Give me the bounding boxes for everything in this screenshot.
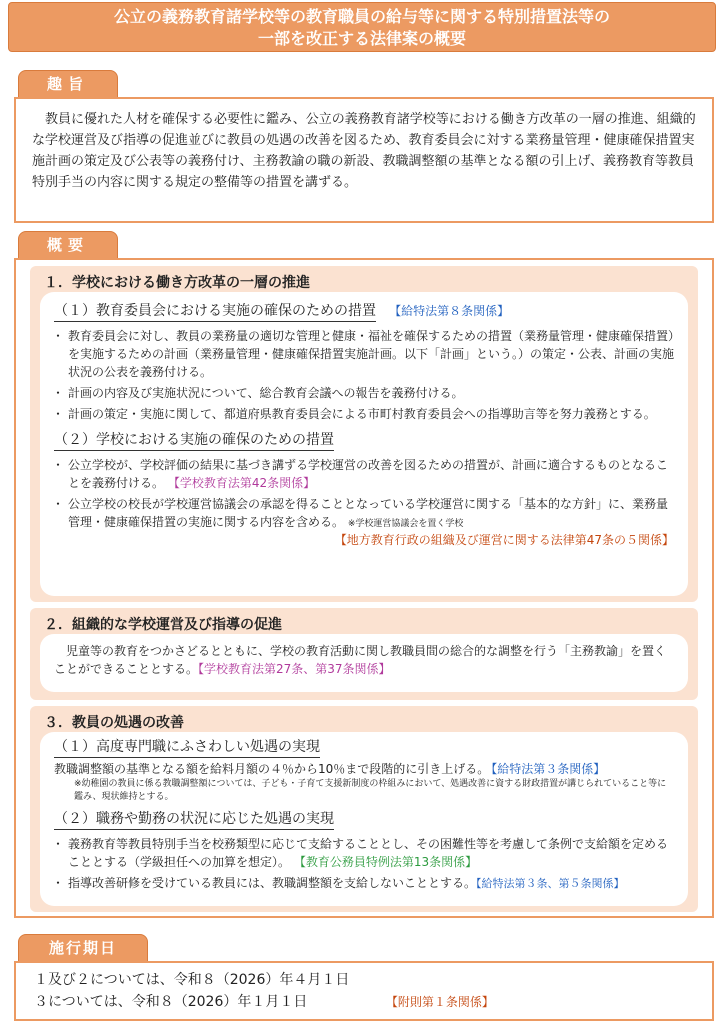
- s1-sub2-bullet-1-text: 公立学校が、学校評価の結果に基づき講ずる学校運営の改善を図るための措置が、計画に適合するものとなることを義務付ける。: [68, 458, 669, 490]
- shiko-line-2-row: [16, 991, 712, 1013]
- s3-sub1-text: 教職調整額の基準となる額を給料月額の４％から10％まで段階的に引き上げる。: [54, 762, 490, 776]
- shumi-tag: 趣旨: [18, 70, 118, 98]
- shumi-box: [14, 97, 714, 223]
- s3-sub2-bullet-1: [40, 835, 678, 871]
- s1-sub1-ref: 【給特法第８条関係】: [389, 304, 510, 318]
- s3-sub2-bullet-2-text: 指導改善研修を受けている教員には、教職調整額を支給しないこととする。: [68, 876, 477, 890]
- s3-sub1-ref: 【給特法第３条関係】: [491, 762, 606, 776]
- s1-sub1-bullet-3: ・ 計画の策定・実施に関して、都道府県教育委員会による市町村教育委員会への指導助言等を努力義務とする。: [40, 405, 678, 423]
- s1-sub1-title: （１）教育委員会における実施の確保のための措置: [54, 300, 376, 322]
- s1-sub1-bullet-2: ・ 計画の内容及び実施状況について、総合教育会議への報告を義務付ける。: [40, 384, 678, 402]
- shiko-ref: 【附則第１条関係】: [385, 995, 494, 1009]
- shumi-text: 教員に優れた人材を確保する必要性に鑑み、公立の義務教育諸学校等における働き方改革の一層の推進、組織的な学校運営及び指導の促進並びに教員の処遇の改善を図るため、教育委員会に対する業務量管理・健康確保措置実施計画の策定及び公表等の義務付け、主務教諭の職の新設、教職調整額の基準となる額の引上げ、義務教育等教員特別手当の内容に関する規定の整備等の措置を講ずる。: [32, 112, 696, 190]
- shiko-line-2: ３については、令和８（2026）年１月１日: [34, 994, 308, 1010]
- s3-sub1-note: ※幼稚園の教員に係る教職調整額については、子ども・子育て支援新制度の枠組みにおいて、処遇改善に資する財政措置が講じられていること等に鑑み、現状維持とする。: [74, 779, 667, 802]
- section-2-heading: ２．組織的な学校運営及び指導の促進: [44, 617, 282, 633]
- title-line-1: 公立の義務教育諸学校等の教育職員の給与等に関する特別措置法等の: [113, 7, 610, 26]
- shiko-tag: 施行期日: [18, 934, 148, 962]
- s1-sub2-bullet-2-note: ※学校運営協議会を置く学校: [347, 519, 464, 529]
- s1-sub2-bullet-2-ref: 【地方教育行政の組織及び運営に関する法律第47条の５関係】: [334, 533, 674, 547]
- section-2-inner: [40, 634, 688, 692]
- section-3-heading: ３．教員の処遇の改善: [44, 715, 184, 731]
- s3-sub1-line: [40, 760, 688, 778]
- section-1-heading: １．学校における働き方改革の一層の推進: [44, 275, 310, 291]
- s3-sub2-bullet-1-ref: 【教育公務員特例法第13条関係】: [293, 855, 478, 869]
- s3-sub2-bullet-1-text: 義務教育等教員特別手当を校務類型に応じて支給することとし、その困難性等を考慮して条例で支給額を定めることとする（学級担任への加算を想定）。: [68, 837, 669, 869]
- s1-sub2-bullet-2: [40, 495, 678, 531]
- s2-ref: 【学校教育法第27条、第37条関係】: [198, 662, 391, 676]
- shiko-line-1: １及び２については、令和８（2026）年４月１日: [34, 972, 350, 988]
- section-1-inner: [40, 292, 688, 596]
- shiko-box: [14, 961, 714, 1021]
- s1-sub2-bullet-1-ref: 【学校教育法第42条関係】: [167, 476, 316, 490]
- s2-text: 児童等の教育をつかさどるとともに、学校の教育活動に関し教職員間の総合的な調整を行う「主務教諭」を置くことができることとする。: [54, 644, 667, 676]
- document-title: [8, 2, 716, 52]
- s2-paragraph: [40, 634, 688, 678]
- s3-sub2-title: （２）職務や勤務の状況に応じた処遇の実現: [54, 808, 334, 830]
- section-3-inner: [40, 732, 688, 906]
- s3-sub2-bullet-2: [40, 874, 678, 893]
- title-line-2: 一部を改正する法律案の概要: [257, 29, 466, 48]
- s1-sub1-bullet-1: ・ 教育委員会に対し、教員の業務量の適切な管理と健康・福祉を確保するための措置（業務量管理・健康確保措置）を実施するための計画（業務量管理・健康確保措置実施計画。以下「計画」という。）の策定・公表、計画の実施状況の公表を義務付ける。: [40, 327, 678, 381]
- gaiyo-tag: 概要: [18, 231, 118, 259]
- s3-sub1-title: （１）高度専門職にふさわしい処遇の実現: [54, 736, 320, 758]
- s1-sub2-bullet-1: [40, 456, 678, 492]
- s1-sub2-bullet-2-text: 公立学校の校長が学校運営協議会の承認を得ることとなっている学校運営に関する「基本的な方針」に、業務量管理・健康確保措置の実施に関する内容を含める。: [68, 497, 669, 529]
- s3-sub2-bullet-2-ref: 【給特法第３条、第５条関係】: [476, 877, 625, 890]
- s1-sub2-title: （２）学校における実施の確保のための措置: [54, 429, 334, 451]
